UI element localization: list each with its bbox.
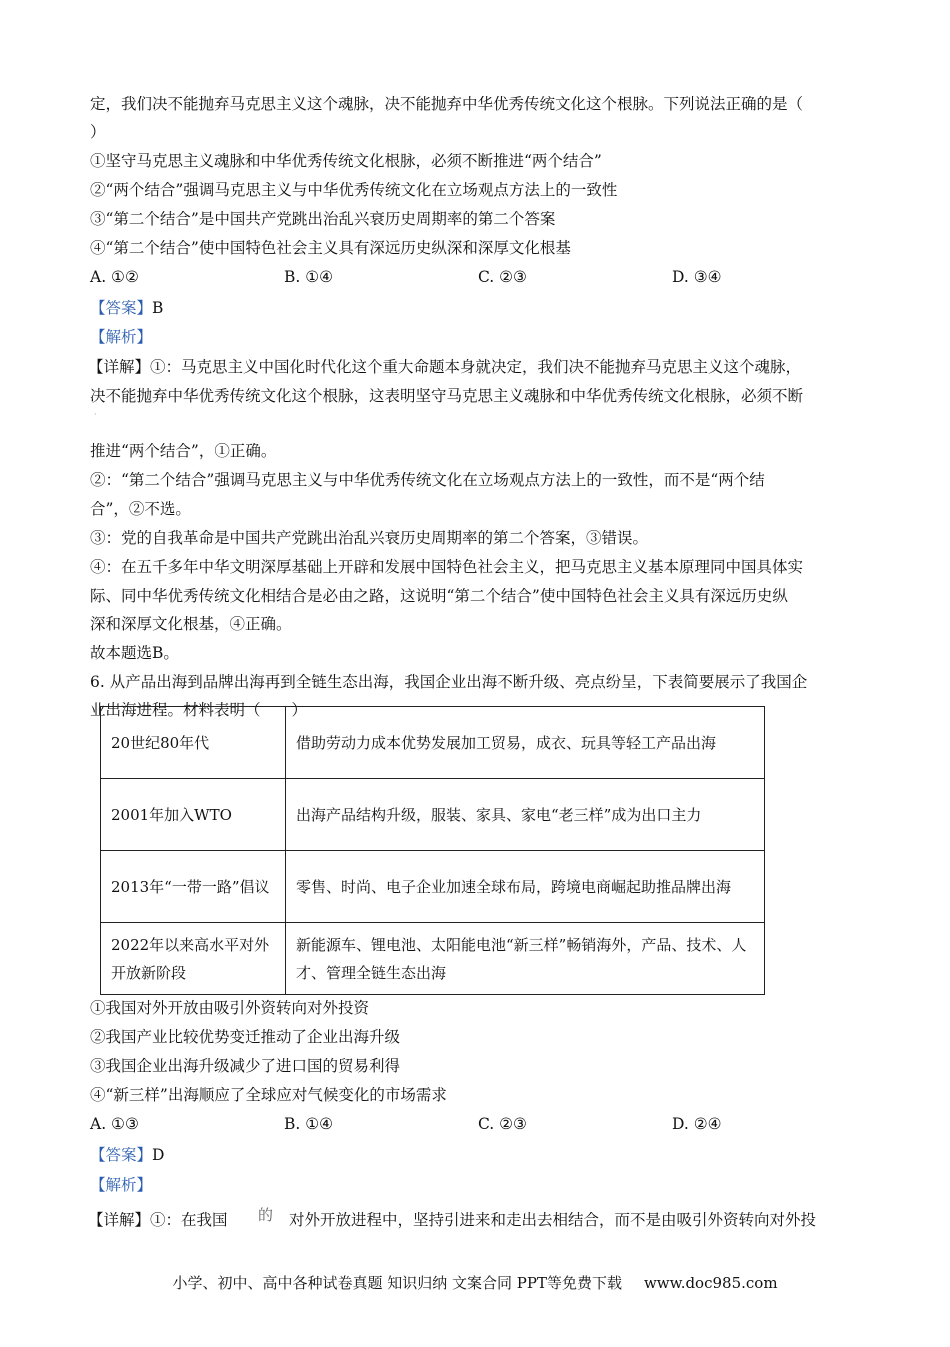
table-cell-desc: 出海产品结构升级，服装、家具、家电“老三样”成为出口主力	[286, 779, 765, 851]
q6-statement-2: ②我国产业比较优势变迁推动了企业出海升级	[90, 1028, 401, 1046]
q5-analysis-label: 【解析】	[90, 328, 153, 346]
q6-stem-line2: 业出海进程。材料表明（ ）	[90, 701, 308, 719]
q5-detail-line7: ④：在五千多年中华文明深厚基础上开辟和发展中国特色社会主义，把马克思主义基本原理同中国具体实	[90, 558, 804, 576]
faded-character: 的	[258, 1206, 274, 1224]
q6-stem-line1: 6. 从产品出海到品牌出海再到全链生态出海，我国企业出海不断升级、亮点纷呈，下表简要展示了我国企	[90, 673, 808, 691]
q5-statement-4: ④“第二个结合”使中国特色社会主义具有深远历史纵深和深厚文化根基	[90, 239, 571, 257]
q5-detail-line2: 决不能抛弃中华优秀传统文化这个根脉，这表明坚守马克思主义魂脉和中华优秀传统文化根脉，必须不断	[90, 387, 804, 405]
q6-option-a: A. ①③	[90, 1115, 139, 1133]
table-row	[101, 779, 765, 851]
table-row	[101, 923, 765, 995]
footer-text: 小学、初中、高中各种试卷真题 知识归纳 文案合同 PPT等免费下载	[172, 1274, 622, 1292]
q6-option-b: B. ①④	[284, 1115, 334, 1133]
q6-detail-line1-rest: 对外开放进程中，坚持引进来和走出去相结合，而不是由吸引外资转向对外投	[289, 1211, 817, 1229]
q5-detail-line1: 【详解】①：马克思主义中国化时代化这个重大命题本身就决定，我们决不能抛弃马克思主义这个魂脉，	[88, 358, 802, 376]
q5-answer	[90, 298, 163, 318]
table-cell-period: 2022年以来高水平对外开放新阶段	[101, 923, 286, 995]
q5-detail-line3: 推进“两个结合”，①正确。	[90, 442, 277, 460]
q5-option-d: D. ③④	[672, 268, 722, 286]
q5-detail-line5: 合”，②不选。	[90, 500, 191, 518]
q5-statement-3: ③“第二个结合”是中国共产党跳出治乱兴衰历史周期率的第二个答案	[90, 210, 556, 228]
table-row	[101, 707, 765, 779]
table-cell-desc: 借助劳动力成本优势发展加工贸易，成衣、玩具等轻工产品出海	[286, 707, 765, 779]
q5-option-a: A. ①②	[90, 268, 139, 286]
q6-progress-table	[100, 706, 765, 995]
table-cell-period: 2001年加入WTO	[101, 779, 286, 851]
footer-link[interactable]: www.doc985.com	[643, 1274, 778, 1292]
q5-detail-line4: ②：“第二个结合”强调马克思主义与中华优秀传统文化在立场观点方法上的一致性，而不是“两个结	[90, 471, 765, 489]
q6-answer-label: 【答案】	[90, 1146, 153, 1164]
q6-statement-4: ④“新三样”出海顺应了全球应对气候变化的市场需求	[90, 1086, 447, 1104]
stray-dot: ·	[94, 410, 97, 419]
q5-option-c: C. ②③	[478, 268, 527, 286]
q6-statement-3: ③我国企业出海升级减少了进口国的贸易利得	[90, 1057, 401, 1075]
table-cell-desc: 新能源车、锂电池、太阳能电池“新三样”畅销海外，产品、技术、人才、管理全链生态出海	[286, 923, 765, 995]
q5-statement-1: ①坚守马克思主义魂脉和中华优秀传统文化根脉，必须不断推进“两个结合”	[90, 152, 602, 170]
q6-answer	[90, 1145, 164, 1165]
q6-detail-label: 【详解】	[88, 1211, 151, 1229]
q6-answer-value: D	[152, 1146, 165, 1164]
table-cell-period: 2013年“一带一路”倡议	[101, 851, 286, 923]
q5-stem-line1: 定，我们决不能抛弃马克思主义这个魂脉，决不能抛弃中华优秀传统文化这个根脉。下列说法正确的是（	[90, 95, 804, 113]
q6-statement-1: ①我国对外开放由吸引外资转向对外投资	[90, 999, 370, 1017]
q5-detail-line8: 际、同中华优秀传统文化相结合是必由之路，这说明“第二个结合”使中国特色社会主义具有深远历史纵	[90, 587, 788, 605]
table-cell-period: 20世纪80年代	[101, 707, 286, 779]
q5-detail-label: 【详解】	[88, 358, 151, 376]
q5-conclusion: 故本题选B。	[90, 644, 179, 662]
q5-option-b: B. ①④	[284, 268, 334, 286]
q5-statement-2: ②“两个结合”强调马克思主义与中华优秀传统文化在立场观点方法上的一致性	[90, 181, 618, 199]
table-cell-desc: 零售、时尚、电子企业加速全球布局，跨境电商崛起助推品牌出海	[286, 851, 765, 923]
q5-answer-value: B	[152, 299, 164, 317]
q5-stem-line2: ）	[90, 123, 106, 141]
q6-analysis-label: 【解析】	[90, 1176, 153, 1194]
q5-detail-line6: ③：党的自我革命是中国共产党跳出治乱兴衰历史周期率的第二个答案，③错误。	[90, 529, 649, 547]
q6-option-c: C. ②③	[478, 1115, 527, 1133]
q6-detail-line1: 【详解】①：在我国	[88, 1211, 228, 1229]
q5-detail-line9: 深和深厚文化根基，④正确。	[90, 615, 292, 633]
table-row	[101, 851, 765, 923]
q5-answer-label: 【答案】	[90, 299, 153, 317]
q6-option-d: D. ②④	[672, 1115, 722, 1133]
page-footer	[0, 1272, 950, 1293]
